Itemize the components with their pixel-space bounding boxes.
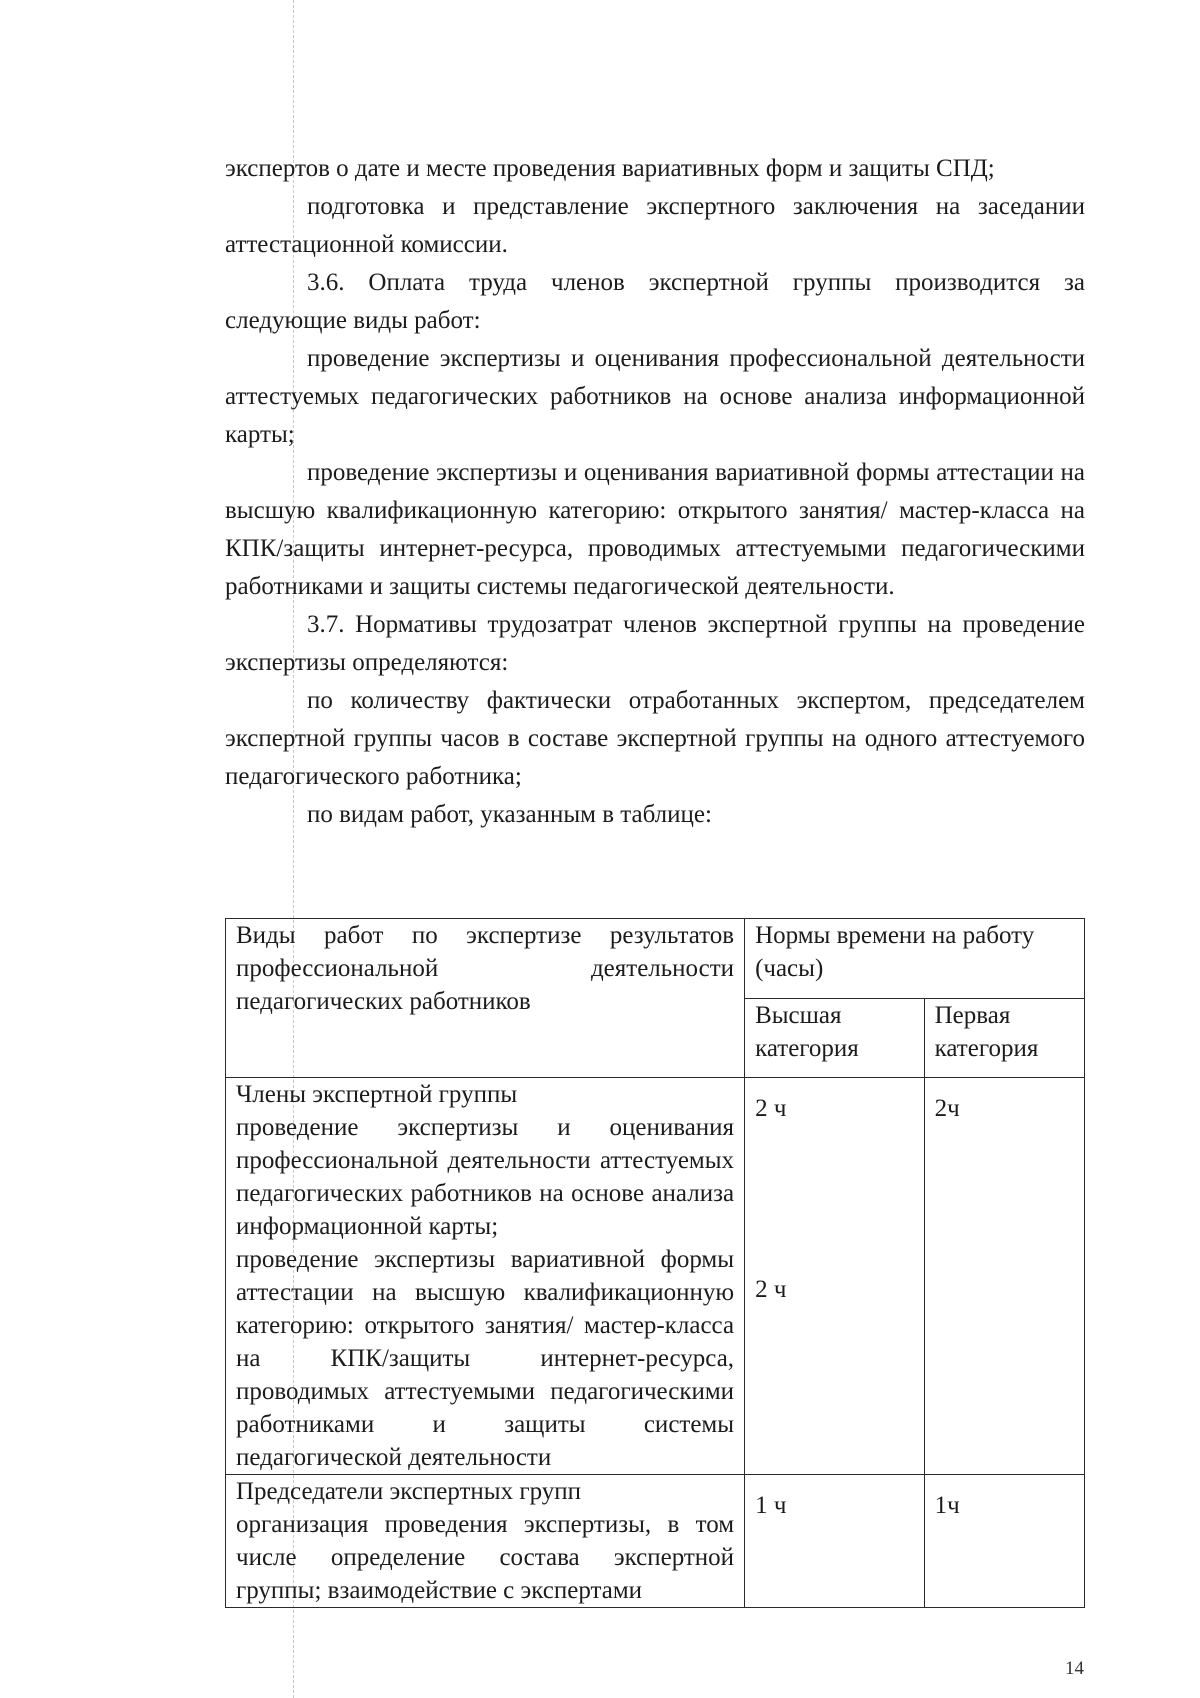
document-body <box>225 150 1085 834</box>
row-title-experts: Члены экспертной группы <box>236 1081 518 1108</box>
value-experts-first: 2ч <box>934 1095 960 1122</box>
row-experts-item-professional: проведение экспертизы и оценивания профессиональной деятельности аттестуемых педагогических работников на основе анализа информационной карты; <box>236 1114 735 1240</box>
header-time-norms-text: Нормы времени на работу (часы) <box>755 922 1035 982</box>
header-work-types-text: Виды работ по экспертизе результатов профессиональной деятельности педагогических работников <box>236 922 735 1015</box>
header-first-category <box>924 998 1084 1078</box>
header-high-category-text: Высшая категория <box>755 1001 859 1062</box>
row-title-chairs: Председатели экспертных групп <box>236 1478 582 1505</box>
value-chairs-first: 1ч <box>934 1492 960 1519</box>
paragraph-experts-notice: экспертов о дате и месте проведения вариативных форм и защиты СПД; <box>225 155 995 182</box>
paragraph-conclusion: подготовка и представление экспертного заключения на заседании аттестационной комиссии. <box>225 193 1085 258</box>
row-chairs-item-organization: организация проведения экспертизы, в том числе определение состава экспертной группы; взаимодействие с экспертами <box>236 1511 735 1604</box>
cell-experts-works <box>226 1078 745 1475</box>
header-work-types <box>226 919 745 1078</box>
value-experts-high-1: 2 ч <box>755 1095 787 1122</box>
cell-chairs-works <box>226 1475 745 1608</box>
value-chairs-high: 1 ч <box>755 1492 787 1519</box>
paragraph-expertise-professional: проведение экспертизы и оценивания профессиональной деятельности аттестуемых педагогических работников на основе анализа информационной карты; <box>225 345 1085 448</box>
cell-experts-high <box>745 1078 925 1475</box>
page-number: 14 <box>1065 1658 1084 1679</box>
header-high-category <box>745 998 925 1078</box>
work-norms-table <box>225 918 1085 1608</box>
paragraph-by-hours: по количеству фактически отработанных экспертом, председателем экспертной группы часов в составе экспертной группы на одного аттестуемого педагогического работника; <box>225 687 1085 790</box>
paragraph-3-6: 3.6. Оплата труда членов экспертной группы производится за следующие виды работ: <box>225 269 1085 334</box>
cell-chairs-first <box>924 1475 1084 1608</box>
paragraph-3-7: 3.7. Нормативы трудозатрат членов экспертной группы на проведение экспертизы определяются: <box>225 611 1085 676</box>
paragraph-expertise-variative: проведение экспертизы и оценивания вариативной формы аттестации на высшую квалификационную категорию: открытого занятия/ мастер-класса на КПК/защиты интернет-ресурса, проводимых аттестуемыми педагогическими работниками и защиты системы педагогической деятельности. <box>225 459 1085 600</box>
table-header-row <box>226 919 1085 999</box>
paragraph-by-work-types: по видам работ, указанным в таблице: <box>307 801 712 828</box>
table-row-experts <box>226 1078 1085 1475</box>
cell-spacer <box>755 1125 914 1273</box>
cell-chairs-high <box>745 1475 925 1608</box>
value-experts-high-2: 2 ч <box>755 1276 787 1303</box>
row-experts-item-variative: проведение экспертизы вариативной формы аттестации на высшую квалификационную категорию: открытого занятия/ мастер-класса на КПК/защиты интернет-ресурса, проводимых аттестуемыми педагогическими работниками и защиты системы педагогической деятельности <box>236 1246 735 1471</box>
header-first-category-text: Первая категория <box>934 1001 1039 1062</box>
cell-experts-first <box>924 1078 1084 1475</box>
table-row-chairs <box>226 1475 1085 1608</box>
header-time-norms <box>745 919 1085 999</box>
